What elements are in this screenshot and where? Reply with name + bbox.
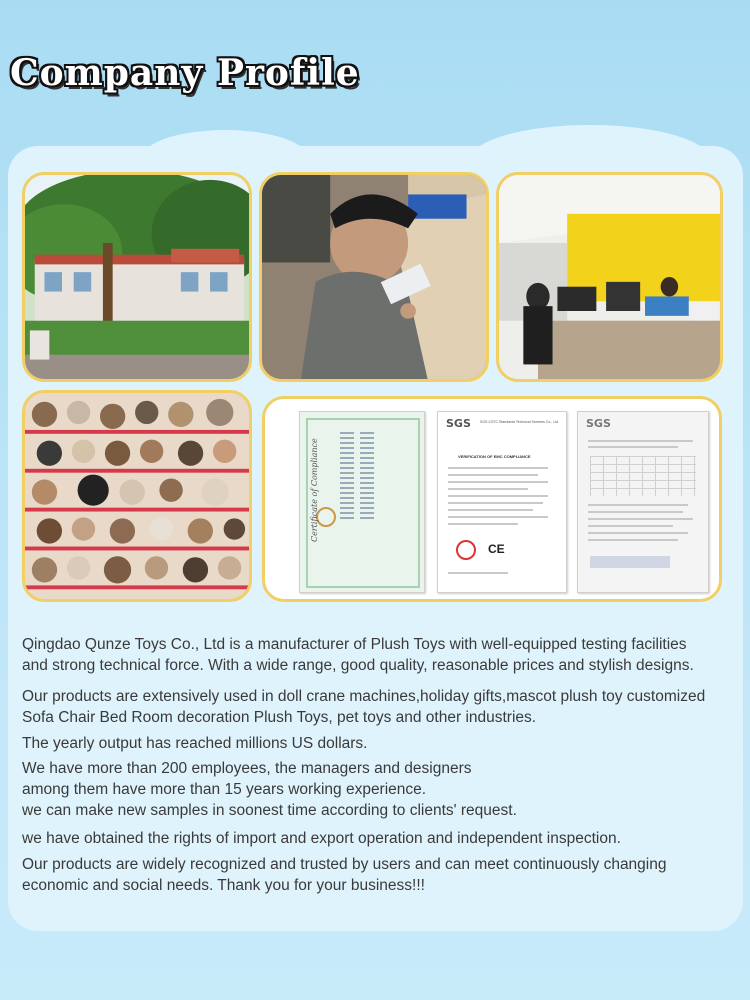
red-stamp-icon xyxy=(456,540,476,560)
certificates-panel xyxy=(262,396,722,602)
sgs-header: SGS-CSTC Standards Technical Services Co., Ltd. xyxy=(480,420,560,424)
text-line xyxy=(588,446,678,448)
paragraph-2 xyxy=(22,686,705,728)
text-line: Sofa Chair Bed Room decoration Plush Toys, pet toys and other industries. xyxy=(22,709,537,726)
text-line xyxy=(588,532,688,534)
text-line: and strong technical force. With a wide range, good quality, reasonable prices and stylish designs. xyxy=(22,657,694,674)
paragraph-3 xyxy=(22,733,367,754)
text-line: we have obtained the rights of import and export operation and independent inspection. xyxy=(22,830,621,847)
paragraph-4 xyxy=(22,758,517,821)
sgs-test-report xyxy=(577,411,709,593)
text-line xyxy=(448,474,538,476)
blue-footer-band xyxy=(590,556,670,568)
sgs-logo: SGS xyxy=(586,417,611,430)
text-line xyxy=(448,516,548,518)
paragraph-5 xyxy=(22,828,621,849)
certificate-title: Certificate of Compliance xyxy=(310,438,319,542)
text-line: Our products are widely recognized and trusted by users and can meet continuously changing xyxy=(22,856,667,873)
text-line xyxy=(448,523,518,525)
text-line xyxy=(448,572,508,574)
text-line: Our products are extensively used in doll crane machines,holiday gifts,mascot plush toy customized xyxy=(22,688,706,705)
results-table xyxy=(590,456,696,496)
sgs-emc-certificate xyxy=(437,411,567,593)
text-line xyxy=(588,539,678,541)
text-line xyxy=(448,509,533,511)
sgs-subtitle: VERIFICATION OF EMC COMPLIANCE xyxy=(458,454,531,459)
text-line xyxy=(448,481,548,483)
text-line: among them have more than 15 years working experience. xyxy=(22,781,427,798)
text-line: Qingdao Qunze Toys Co., Ltd is a manufacturer of Plush Toys with well-equipped testing facilities xyxy=(22,636,687,653)
seal-icon xyxy=(316,507,336,527)
sgs-logo: SGS xyxy=(446,417,471,430)
page-title: Company Profile xyxy=(10,52,360,94)
text-line xyxy=(448,488,528,490)
paragraph-6 xyxy=(22,854,666,896)
text-line: economic and social needs. Thank you for your business!!! xyxy=(22,877,425,894)
certificate-text-lines xyxy=(360,432,374,522)
worker-cutting-fabric-photo xyxy=(259,172,489,382)
ce-mark-icon: CE xyxy=(488,542,505,556)
text-line: The yearly output has reached millions US dollars. xyxy=(22,735,368,752)
text-line: we can make new samples in soonest time according to clients' request. xyxy=(22,802,517,819)
text-line xyxy=(588,525,673,527)
factory-building-photo xyxy=(22,172,252,382)
plush-toy-shelves-photo xyxy=(22,390,252,602)
text-line xyxy=(588,518,693,520)
text-line xyxy=(588,511,683,513)
text-line xyxy=(448,502,543,504)
text-line xyxy=(448,495,548,497)
text-line xyxy=(588,504,688,506)
text-line xyxy=(448,467,548,469)
office-staff-photo xyxy=(496,172,723,382)
certificate-of-compliance xyxy=(299,411,425,593)
paragraph-1 xyxy=(22,634,694,676)
text-line xyxy=(588,440,693,442)
certificate-text-lines xyxy=(340,432,354,522)
text-line: We have more than 200 employees, the managers and designers xyxy=(22,760,472,777)
